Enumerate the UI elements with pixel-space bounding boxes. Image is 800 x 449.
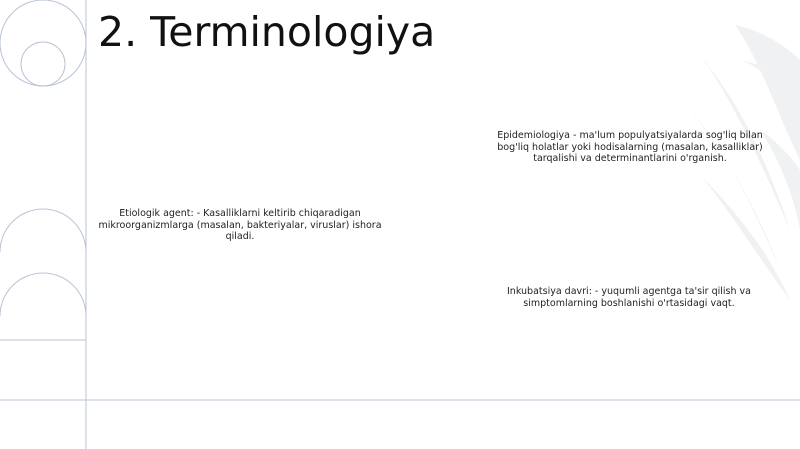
term-inkubatsiya-davri: Inkubatsiya davri: - yuqumli agentga ta'sir qilish va simptomlarning boshlanishi o'rtasidagi vaqt. (507, 286, 751, 309)
term-epidemiologiya: Epidemiologiya - ma'lum populyatsiyalarda sog'liq bilan bog'liq holatlar yoki hodisalarning (masalan, kasalliklar) tarqalishi va determinantlarini o'rganish. (497, 130, 763, 164)
term-etiologik-agent: Etiologik agent: - Kasalliklarni keltirib chiqaradigan mikroorganizmlarga (masalan, bakteriyalar, viruslar) ishora qiladi. (98, 208, 382, 242)
slide-title: 2. Terminologiya (98, 8, 436, 56)
